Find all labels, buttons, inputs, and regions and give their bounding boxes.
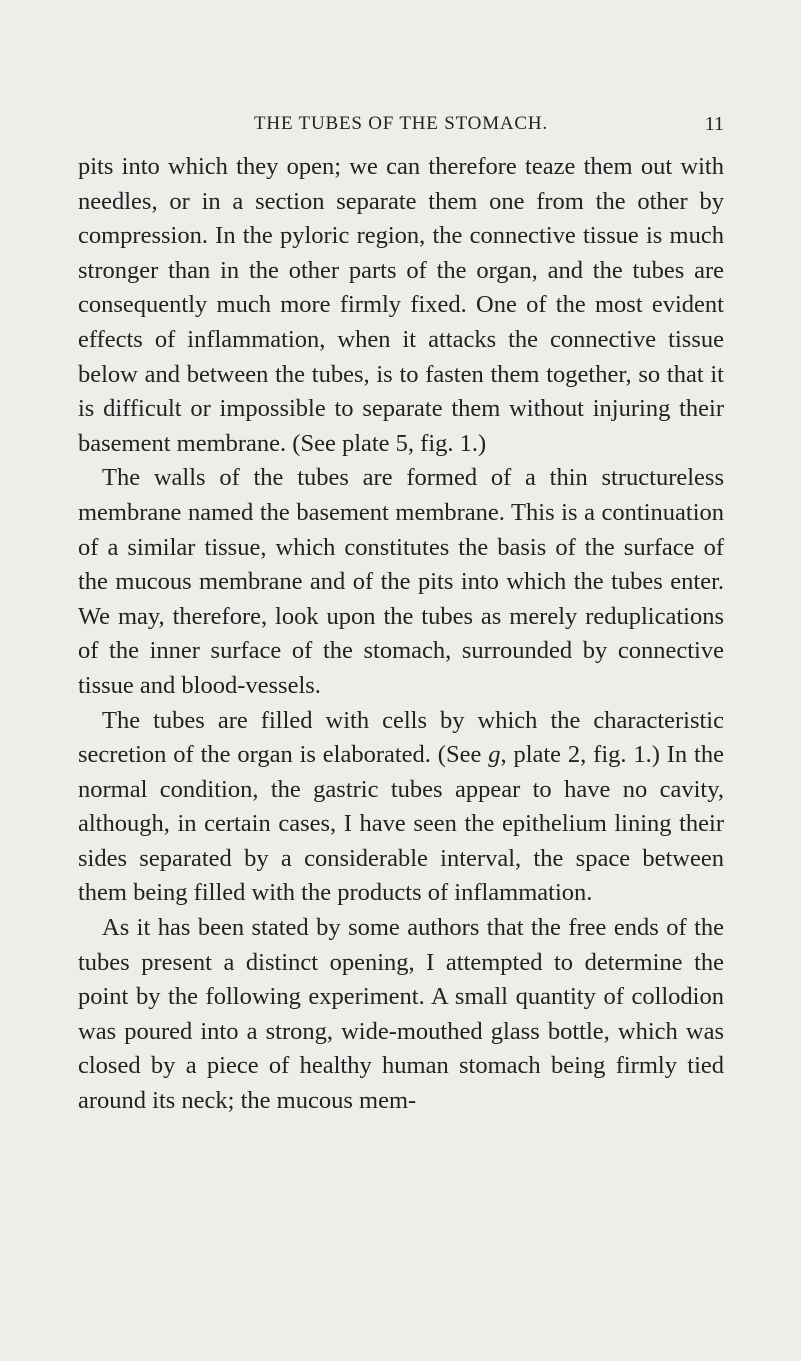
paragraph-2: The walls of the tubes are formed of a thin structureless membrane named the basement membrane. This is a continuation of a similar tissue, which constitutes the basis of the surface of the mucous membrane and of the pits into which the tubes enter. We may, therefore, look upon the tubes as merely reduplications of the inner surface of the stomach, surrounded by connective tissue and blood-vessels. bbox=[78, 464, 724, 699]
running-title: THE TUBES OF THE STOMACH. bbox=[254, 113, 548, 134]
running-head bbox=[78, 108, 724, 140]
paragraph-1: pits into which they open; we can therefore teaze them out with needles, or in a section separate them one from the other by compression. In the pyloric region, the connective tissue is much stronger than in the other parts of the organ, and the tubes are consequently much more firmly fixed. One of the most evident effects of inflammation, when it attacks the connective tissue below and between the tubes, is to fasten them together, so that it is difficult or impossible to separate them without injuring their basement membrane. (See plate 5, fig. 1.) bbox=[78, 153, 724, 457]
paragraph-3 bbox=[78, 704, 724, 912]
body-text bbox=[78, 150, 724, 1119]
paragraph-4: As it has been stated by some authors that the free ends of the tubes present a distinct opening, I attempted to determine the point by the following experiment. A small quantity of collodion was poured into a strong, wide-mouthed glass bottle, which was closed by a piece of healthy human stomach being firmly tied around its neck; the mucous mem- bbox=[78, 914, 724, 1115]
page-number: 11 bbox=[704, 113, 724, 135]
paragraph-3-end: , plate 2, fig. 1.) In the normal condition, the gastric tubes appear to have no cavity, although, in certain cases, I have seen the epithelium lining their sides separated by a considerable interval, the space between them being filled with the products of inflammation. bbox=[78, 741, 724, 907]
book-page bbox=[78, 108, 724, 1278]
paragraph-3-start: The tubes are filled with cells by which the characteristic secretion of the organ is elaborated. (See bbox=[78, 706, 724, 769]
italic-figure-letter: g bbox=[488, 741, 501, 769]
